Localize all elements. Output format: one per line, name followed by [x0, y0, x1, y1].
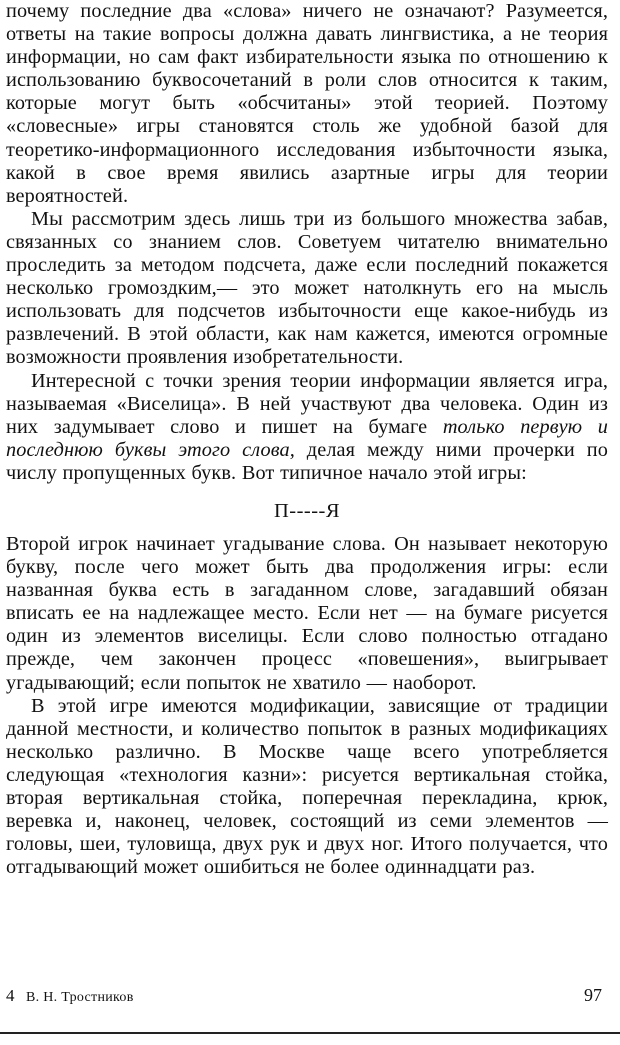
example-word: П-----Я — [273, 499, 341, 522]
author-name: В. Н. Тростников — [26, 990, 134, 1005]
paragraph-3 — [6, 370, 608, 485]
body-text — [6, 0, 608, 879]
paragraph-1: почему последние два «слова» ничего не означают? Разумеется, ответы на такие вопросы должна давать лингвистика, а не теория информации, но сам факт избирательности языка по отношению к использованию буквосочетаний в роли слов относится к таким, которые могут быть «обсчитаны» этой теорией. Поэтому «словесные» игры становятся столь же удобной базой для теоретико-информационного исследования избыточности языка, какой в свое время явились азартные игры для теории вероятностей. — [6, 0, 608, 207]
paragraph-3-part-2: делая между ними прочерки по числу пропущенных букв. Вот типичное начало этой игры: — [6, 438, 608, 484]
paragraph-4: Второй игрок начинает угадывание слова. Он называет некоторую букву, после чего может быть два продолжения игры: если названная буква есть в загаданном слове, загадавший обязан вписать ее на надлежащее место. Если нет — на бумаге рисуется один из элементов виселицы. Если слово полностью отгадано прежде, чем закончен процесс «повешения», выигрывает угадывающий; если попыток не хватило — наоборот. — [6, 532, 608, 694]
paragraph-2: Мы рассмотрим здесь лишь три из большого множества забав, связанных со знанием слов. Советуем читателю внимательно проследить за методом подсчета, даже если последний покажется несколько громоздким,— это может натолкнуть его на мысль использовать для подсчетов избыточности еще какое-нибудь из развлечений. В этой области, как нам кажется, имеются огромные возможности проявления изобретательности. — [6, 207, 608, 369]
paragraph-3-part-1: Интересной с точки зрения теории информации является игра, называемая «Виселица». В ней участвуют два человека. Один из них задумывает слово и пишет на бумаге — [6, 369, 608, 438]
page-footer — [6, 985, 602, 1006]
page-number: 97 — [584, 985, 602, 1005]
page-edge-line — [0, 1032, 620, 1034]
signature-mark: 4 — [6, 986, 15, 1005]
paragraph-5: В этой игре имеются модификации, зависящие от традиции данной местности, и количество попыток в разных модификациях несколько различно. В Москве чаще всего употребляется следующая «технология казни»: рисуется вертикальная стойка, вторая вертикальная стойка, поперечная перекладина, крюк, веревка и, наконец, человек, состоящий из семи элементов — головы, шеи, туловища, двух рук и двух ног. Итого получается, что отгадывающий может ошибиться не более одиннадцати раз. — [6, 694, 608, 879]
paragraph-3-emphasis: только первую и последнюю буквы этого слова, — [6, 415, 608, 461]
